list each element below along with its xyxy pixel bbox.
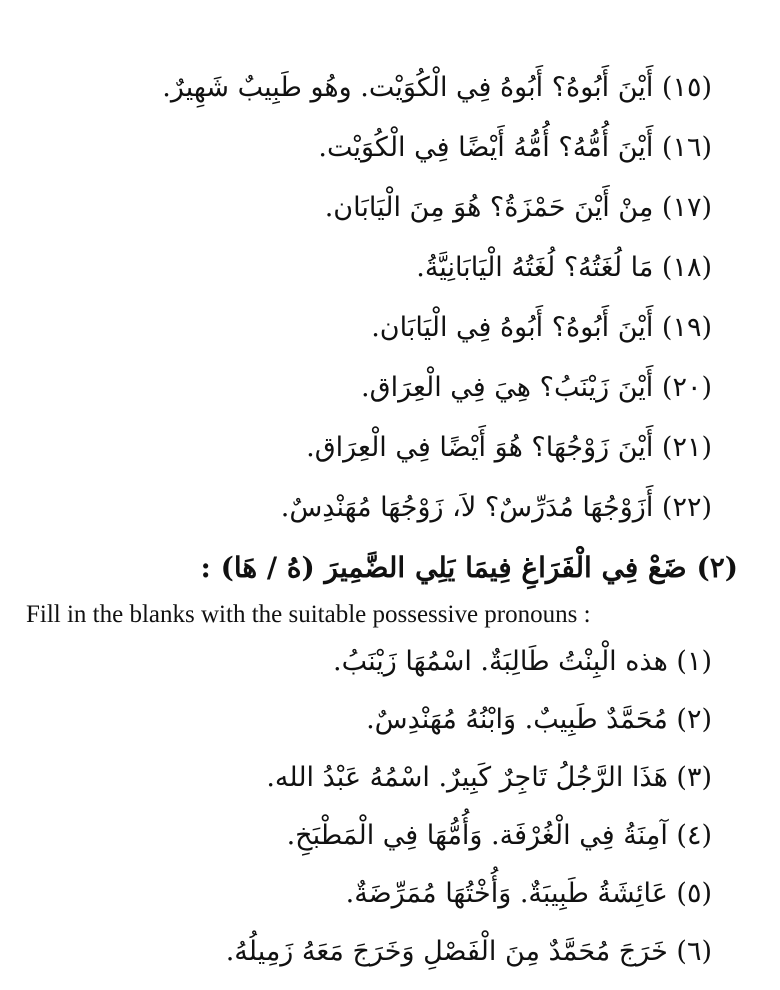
exercise-line-17: (١٧) مِنْ أَيْنَ حَمْزَةُ؟ هُوَ مِنَ الْيَابَان. <box>324 192 712 223</box>
exercise-2-line-6: (٦) خَرَجَ مُحَمَّدٌ مِنَ الْفَصْلِ وَخَرَجَ مَعَهُ زَمِيلُهُ. <box>225 936 712 967</box>
exercise-line-21: (٢١) أَيْنَ زَوْجُهَا؟ هُوَ أَيْضًا فِي الْعِرَاق. <box>306 432 712 463</box>
exercise-2-line-4: (٤) آمِنَةُ فِي الْغُرْفَة. وَأُمُّهَا فِي الْمَطْبَخِ. <box>286 820 712 851</box>
exercise-2-instruction: Fill in the blanks with the suitable possessive pronouns : <box>26 601 591 628</box>
exercise-2-line-2: (٢) مُحَمَّدٌ طَبِيبٌ. وَابْنُهُ مُهَنْدِسٌ. <box>366 704 712 735</box>
exercise-line-19: (١٩) أَيْنَ أَبُوهُ؟ أَبُوهُ فِي الْيَابَان. <box>371 312 712 343</box>
exercise-line-16: (١٦) أَيْنَ أُمُّهُ؟ أُمُّهُ أَيْضًا فِي الْكُوَيْت. <box>318 132 712 163</box>
exercise-2-line-5: (٥) عَائِشَةُ طَبِيبَةٌ. وَأُخْتُهَا مُمَرِّضَةٌ. <box>345 878 712 909</box>
exercise-2-line-1: (١) هذه الْبِنْتُ طَالِبَةٌ. اسْمُهَا زَيْنَبُ. <box>333 646 712 677</box>
exercise-line-20: (٢٠) أَيْنَ زَيْنَبُ؟ هِيَ فِي الْعِرَاق. <box>361 372 712 403</box>
exercise-2-heading: (٢) ضَعْ فِي الْفَرَاغِ فِيمَا يَلِي الضَّمِيرَ (هُ / هَا) : <box>200 551 738 584</box>
exercise-line-18: (١٨) مَا لُغَتُهُ؟ لُغَتُهُ الْيَابَانِيَّةُ. <box>416 252 712 283</box>
exercise-line-22: (٢٢) أَزَوْجُهَا مُدَرِّسٌ؟ لاَ، زَوْجُهَا مُهَنْدِسٌ. <box>280 492 712 523</box>
exercise-line-15: (١٥) أَيْنَ أَبُوهُ؟ أَبُوهُ فِي الْكُوَيْت. وهُو طَبِيبٌ شَهِيرٌ. <box>162 72 712 103</box>
exercise-2-line-3: (٣) هَذَا الرَّجُلُ تَاجِرٌ كَبِيرٌ. اسْمُهُ عَبْدُ الله. <box>266 762 712 793</box>
